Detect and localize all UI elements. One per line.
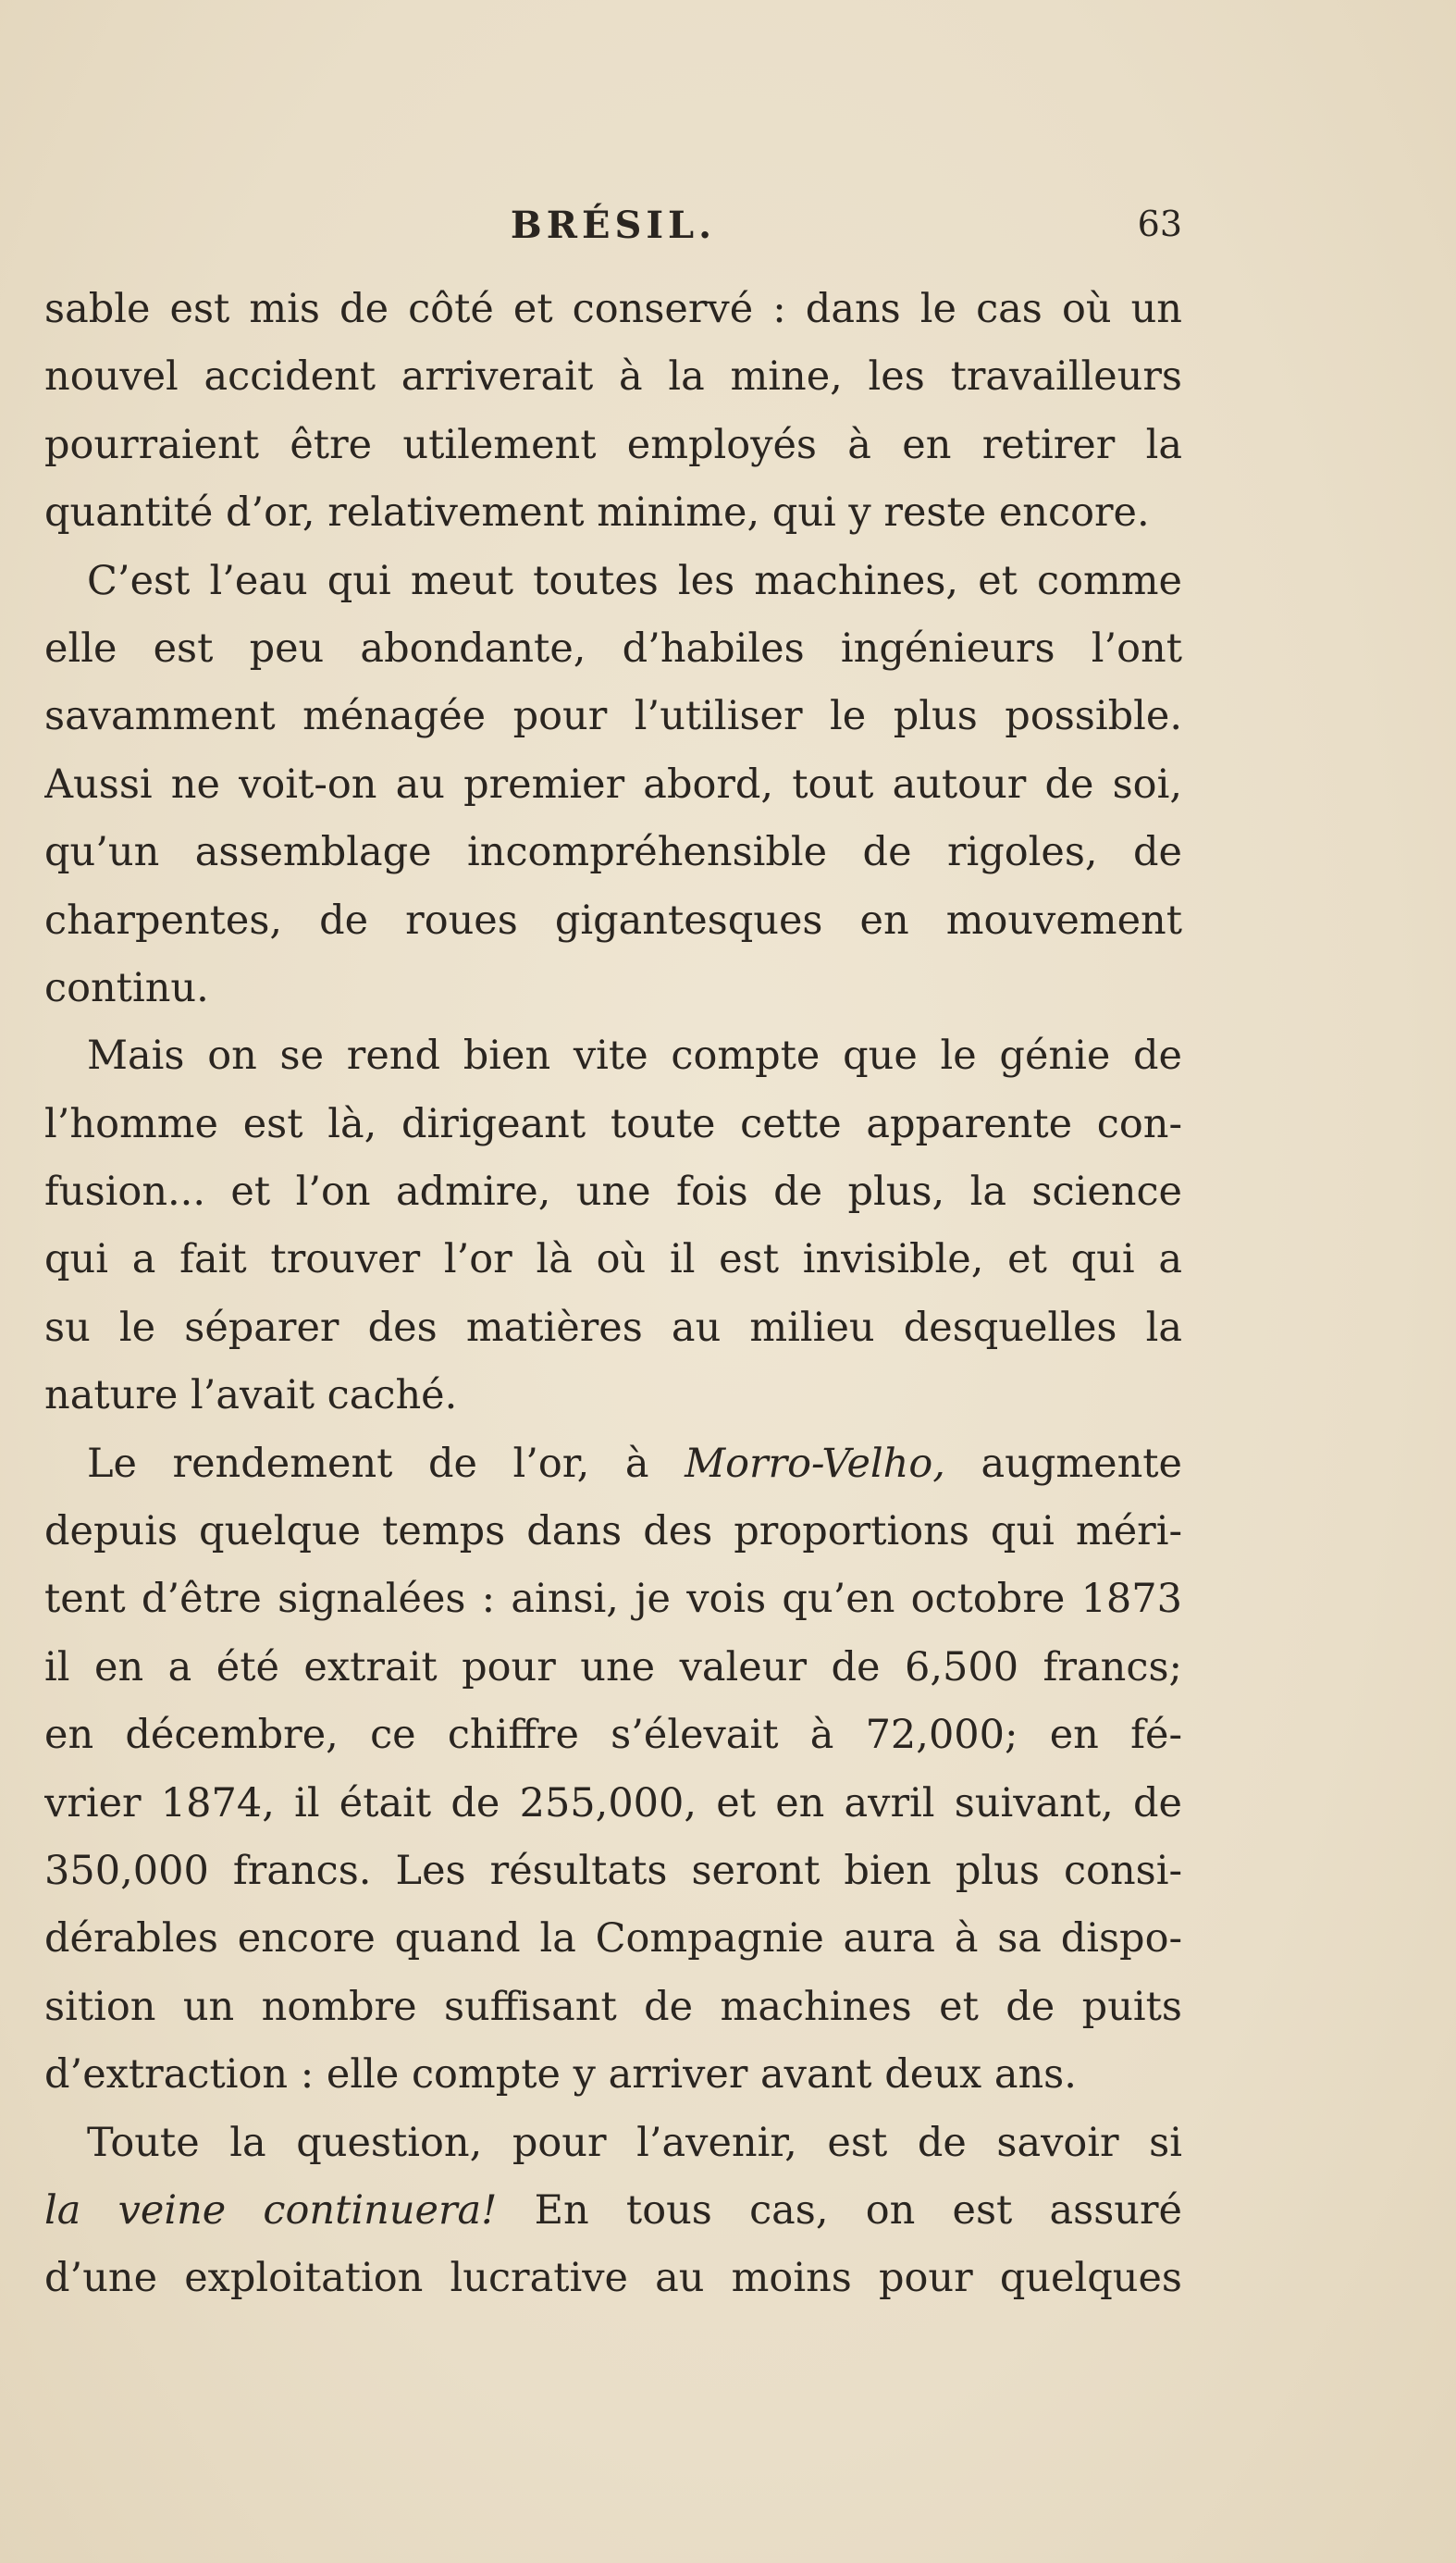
text-line: tent d’être signalées : ainsi, je vois qu’en octobre 1873 xyxy=(44,1576,1182,1623)
text-line xyxy=(44,2177,1182,2245)
text-line: C’est l’eau qui meut toutes les machines, et comme xyxy=(87,557,1182,604)
text-line: sition un nombre suffisant de machines et de puits xyxy=(44,1983,1182,2030)
text-line: dérables encore quand la Compagnie aura à sa dispo- xyxy=(44,1915,1182,1962)
text-line: nouvel accident arriverait à la mine, les travailleurs xyxy=(44,353,1182,401)
text-line: charpentes, de roues gigantesques en mouvement xyxy=(44,897,1182,944)
text-line: su le séparer des matières au milieu desquelles la xyxy=(44,1304,1182,1351)
text-line: qui a fait trouver l’or là où il est invisible, et qui a xyxy=(44,1236,1182,1283)
text-line: elle est peu abondante, d’habiles ingénieurs l’ont xyxy=(44,625,1182,672)
text-line: pourraient être utilement employés à en retirer la xyxy=(44,421,1182,468)
text-line: 350,000 francs. Les résultats seront bien plus consi- xyxy=(44,1847,1182,1894)
italic-place-name: Morro-Velho, xyxy=(685,1440,945,1487)
text-line: qu’un assemblage incompréhensible de rigoles, de xyxy=(44,829,1182,876)
text-line: vrier 1874, il était de 255,000, et en avril suivant, de xyxy=(44,1779,1182,1826)
text-line: l’homme est là, dirigeant toute cette apparente con- xyxy=(44,1100,1182,1147)
body-text xyxy=(44,276,1182,2313)
text-line: depuis quelque temps dans des proportions qui méri- xyxy=(44,1508,1182,1555)
text-line: d’une exploitation lucrative au moins pour quelques xyxy=(44,2255,1182,2302)
text-segment: Le rendement de l’or, à xyxy=(87,1440,685,1487)
text-line: sable est mis de côté et conservé : dans le cas où un xyxy=(44,286,1182,332)
text-segment: En tous cas, on est assuré xyxy=(497,2186,1182,2234)
text-line: d’extraction : elle compte y arriver avant deux ans. xyxy=(44,2051,1077,2099)
text-line: quantité d’or, relativement minime, qui y reste encore. xyxy=(44,489,1150,537)
running-head xyxy=(44,204,1182,259)
italic-phrase: la veine continuera! xyxy=(44,2186,498,2234)
text-line: continu. xyxy=(44,964,209,1011)
text-line: savamment ménagée pour l’utiliser le plus possible. xyxy=(44,693,1182,740)
text-segment: augmente xyxy=(944,1440,1182,1487)
text-line: Aussi ne voit-on au premier abord, tout autour de soi, xyxy=(44,761,1182,808)
text-line: nature l’avait caché. xyxy=(44,1372,458,1419)
page-number: 63 xyxy=(1137,204,1182,244)
text-line: en décembre, ce chiffre s’élevait à 72,000; en fé- xyxy=(44,1712,1182,1759)
running-title: BRÉSIL. xyxy=(510,204,717,247)
text-line: il en a été extrait pour une valeur de 6,500 francs; xyxy=(44,1643,1182,1690)
text-line: fusion... et l’on admire, une fois de plus, la science xyxy=(44,1169,1182,1216)
text-line xyxy=(44,1430,1182,1498)
text-line: Toute la question, pour l’avenir, est de savoir si xyxy=(87,2119,1182,2166)
text-line: Mais on se rend bien vite compte que le génie de xyxy=(87,1033,1182,1080)
